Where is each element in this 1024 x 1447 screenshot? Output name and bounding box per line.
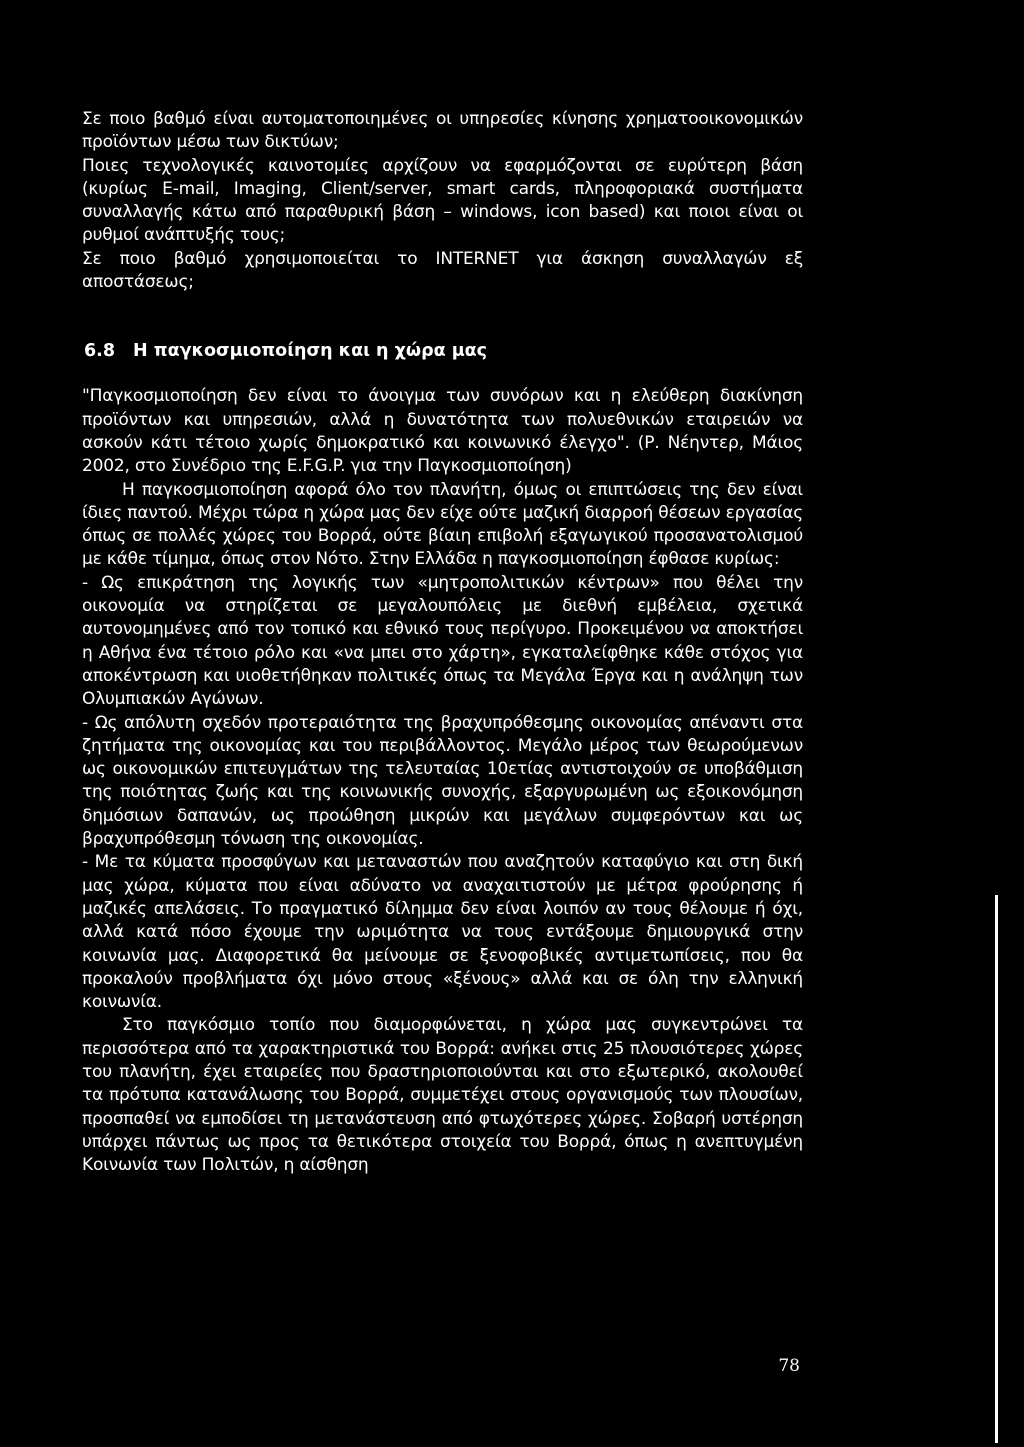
paragraph-1: Η παγκοσμιοποίηση αφορά όλο τον πλανήτη, όμως οι επιπτώσεις της δεν είναι ίδιες παντού. Μέχρι τώρα η χώρα μας δεν είχε ούτε μαζική διαρροή θέσεων εργασίας όπως σε πολλές χώρες του Βορρά, ούτε βίαιη επιβολή εξαγωγικού προσανατολισμού με κάθε τίμημα, όπως στον Νότο. Στην Ελλάδα η παγκοσμιοποίηση έφθασε κυρίως: (82, 479, 803, 570)
page-number: 78 (778, 1356, 800, 1376)
question-3: Σε ποιο βαθμό χρησιμοποιείται το INTERNET για άσκηση συναλλαγών εξ αποστάσεως; (82, 248, 803, 293)
section-title: Η παγκοσμιοποίηση και η χώρα μας (133, 341, 487, 362)
document-page (82, 108, 803, 1177)
paragraph-2: Στο παγκόσμιο τοπίο που διαμορφώνεται, η χώρα μας συγκεντρώνει τα περισσότερα από τα χαρακτηριστικά του Βορρά: ανήκει στις 25 πλουσιότερες χώρες του πλανήτη, έχει εταιρείες που δραστηριοποιούνται και στο εξωτερικό, ακολουθεί τα πρότυπα κατανάλωσης του Βορρά, συμμετέχει στους οργανισμούς των πλουσίων, προσπαθεί να εμποδίσει τη μετανάστευση από φτωχότερες χώρες. Σοβαρή υστέρηση υπάρχει πάντως ως προς τα θετικότερα στοιχεία του Βορρά, όπως η ανεπτυγμένη Κοινωνία των Πολιτών, η αίσθηση (82, 1015, 803, 1176)
section-number: 6.8 (84, 341, 116, 362)
bullet-1: - Ως επικράτηση της λογικής των «μητροπολιτικών κέντρων» που θέλει την οικονομία να στηρίζεται σε μεγαλουπόλεις με διεθνή εμβέλεια, σχετικά αυτονομημένες από τον τοπικό και εθνικό τους περίγυρο. Προκειμένου να αποκτήσει η Αθήνα ένα τέτοιο ρόλο και «να μπει στο χάρτη», εγκαταλείφθηκε κάθε στόχος για αποκέντρωση και υιοθετήθηκαν πολιτικές όπως τα Μεγάλα Έργα και η ανάληψη των Ολυμπιακών Αγώνων. (82, 572, 803, 710)
quote-paragraph: "Παγκοσμιοποίηση δεν είναι το άνοιγμα των συνόρων και η ελεύθερη διακίνηση προϊόντων και υπηρεσιών, αλλά η δυνατότητα των πολυεθνικών εταιρειών να ασκούν κάτι τέτοιο χωρίς δημοκρατικό και κοινωνικό έλεγχο". (Ρ. Νέηντερ, Μάιος 2002, στο Συνέδριο της E.F.G.P. για την Παγκοσμιοποίηση) (82, 386, 803, 477)
question-2: Ποιες τεχνολογικές καινοτομίες αρχίζουν να εφαρμόζονται σε ευρύτερη βάση (κυρίως E-mail, Imaging, Client/server, smart cards, πληροφοριακά συστήματα συναλλαγής κάτω από παραθυρική βάση – windows, icon based) και ποιοι είναι οι ρυθμοί ανάπτυξής τους; (82, 155, 803, 246)
bullet-3: - Με τα κύματα προσφύγων και μεταναστών που αναζητούν καταφύγιο και στη δική μας χώρα, κύματα που είναι αδύνατο να αναχαιτιστούν με μέτρα φρούρησης ή μαζικές απελάσεις. Το πραγματικό δίλημμα δεν είναι λοιπόν αν τους θέλουμε ή όχι, αλλά κατά πόσο έχουμε την ωριμότητα να τους εντάξουμε δημιουργικά στην κοινωνία μας. Διαφορετικά θα μείνουμε σε ξενοφοβικές αντιμετωπίσεις, που θα προκαλούν προβλήματα όχι μόνο στους «ξένους» αλλά και σε όλη την ελληνική κοινωνία. (82, 852, 803, 1013)
question-1: Σε ποιο βαθμό είναι αυτοματοποιημένες οι υπηρεσίες κίνησης χρηματοοικονομικών προϊόντων μέσω των δικτύων; (82, 109, 803, 153)
bullet-2: - Ως απόλυτη σχεδόν προτεραιότητα της βραχυπρόθεσμης οικονομίας απέναντι στα ζητήματα της οικονομίας και του περιβάλλοντος. Μεγάλο μέρος των θεωρούμενων ως οικονομικών επιτευγμάτων της τελευταίας 10ετίας αντιστοιχούν σε υποβάθμιση της ποιότητας ζωής και της κοινωνικής συνοχής, εξαργυρωμένη ως εξοικονόμηση δημόσιων δαπανών, ως προώθηση μικρών και μεγάλων συμφερόντων και ως βραχυπρόθεσμη τόνωση της οικονομίας. (82, 712, 803, 850)
section-heading (84, 339, 803, 363)
margin-rule (995, 895, 998, 1443)
